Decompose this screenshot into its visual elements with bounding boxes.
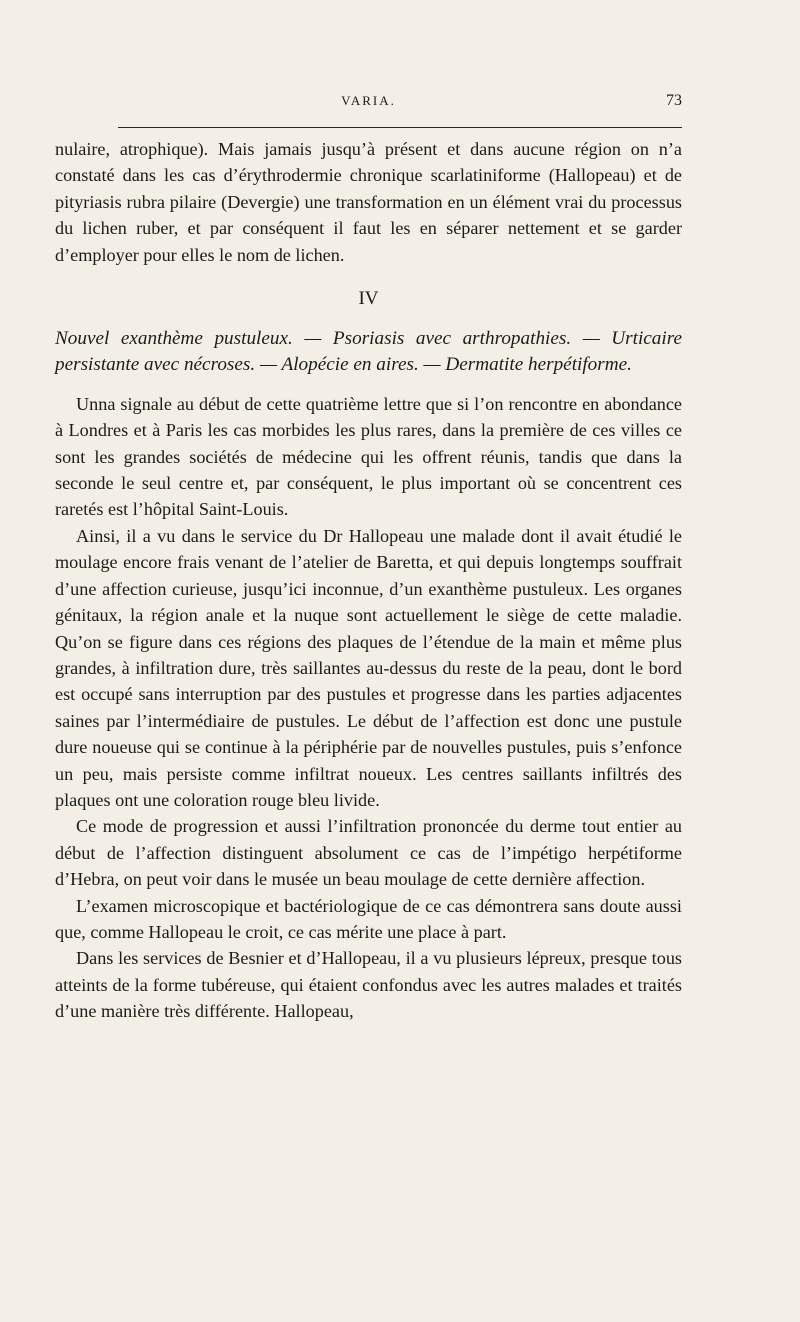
page-number: 73 xyxy=(666,92,682,109)
body-text xyxy=(55,136,682,1025)
header-rule xyxy=(118,127,682,128)
paragraph: Ce mode de progression et aussi l’infiltration prononcée du derme tout entier au début de l’affection distinguent absolument ce cas de l’impétigo herpétiforme d’Hebra, on peut voir dans le musée un beau moulage de cette dernière affection. xyxy=(55,816,682,890)
running-head-title: VARIA. xyxy=(341,93,396,108)
section-number: IV xyxy=(358,288,379,310)
paragraph: Unna signale au début de cette quatrième lettre que si l’on rencontre en abondance à Londres et à Paris les cas morbides les plus rares, dans la première de ces villes ce sont les grandes sociétés de médecine qui les offrent réunis, tandis que dans la seconde le seul centre et, par conséquent, le plus important où se concentrent ces raretés est l’hôpital Saint-Louis. xyxy=(55,393,682,520)
paragraph: Ainsi, il a vu dans le service du Dr Hallopeau une malade dont il avait étudié le moulage encore frais venant de l’atelier de Baretta, et qui depuis longtemps souffrait d’une affection curieuse, jusqu’ici inconnue, d’un exanthème pustuleux. Les organes génitaux, la région anale et la nuque sont actuellement le siège de cette maladie. Qu’on se figure dans ces régions des plaques de l’étendue de la main et même plus grandes, à infiltration dure, très saillantes au-dessus du reste de la peau, dont le bord est occupé sans interruption par des pustules et progresse dans les parties adjacentes saines par l’intermédiaire de pustules. Le début de l’affection est donc une pustule dure noueuse qui se continue à la périphérie par de nouvelles pustules, puis s’enfonce un peu, mais persiste comme infiltrat noueux. Les centres saillants infiltrés des plaques ont une coloration rouge bleu livide. xyxy=(55,525,682,810)
paragraph: Dans les services de Besnier et d’Hallopeau, il a vu plusieurs lépreux, presque tous atteints de la forme tubéreuse, qui étaient confondus avec les autres malades et traités d’une manière très différente. Hallopeau, xyxy=(55,948,682,1022)
paragraph: L’examen microscopique et bactériologique de ce cas démontrera sans doute aussi que, comme Hallopeau le croit, ce cas mérite une place à part. xyxy=(55,895,682,942)
section-title: Nouvel exanthème pustuleux. — Psoriasis avec arthropathies. — Urticaire persistante avec nécroses. — Alopécie en aires. — Dermatite herpétiforme. xyxy=(55,328,682,376)
running-head xyxy=(55,90,682,112)
paragraph-continuation: nulaire, atrophique). Mais jamais jusqu’à présent et dans aucune région on n’a constaté dans les cas d’érythrodermie chronique scarlatiniforme (Hallopeau) et de pityriasis rubra pilaire (Devergie) une transformation en un élément vrai du processus du lichen ruber, et par conséquent il faut les en séparer nettement et se garder d’employer pour elles le nom de lichen. xyxy=(55,139,682,265)
